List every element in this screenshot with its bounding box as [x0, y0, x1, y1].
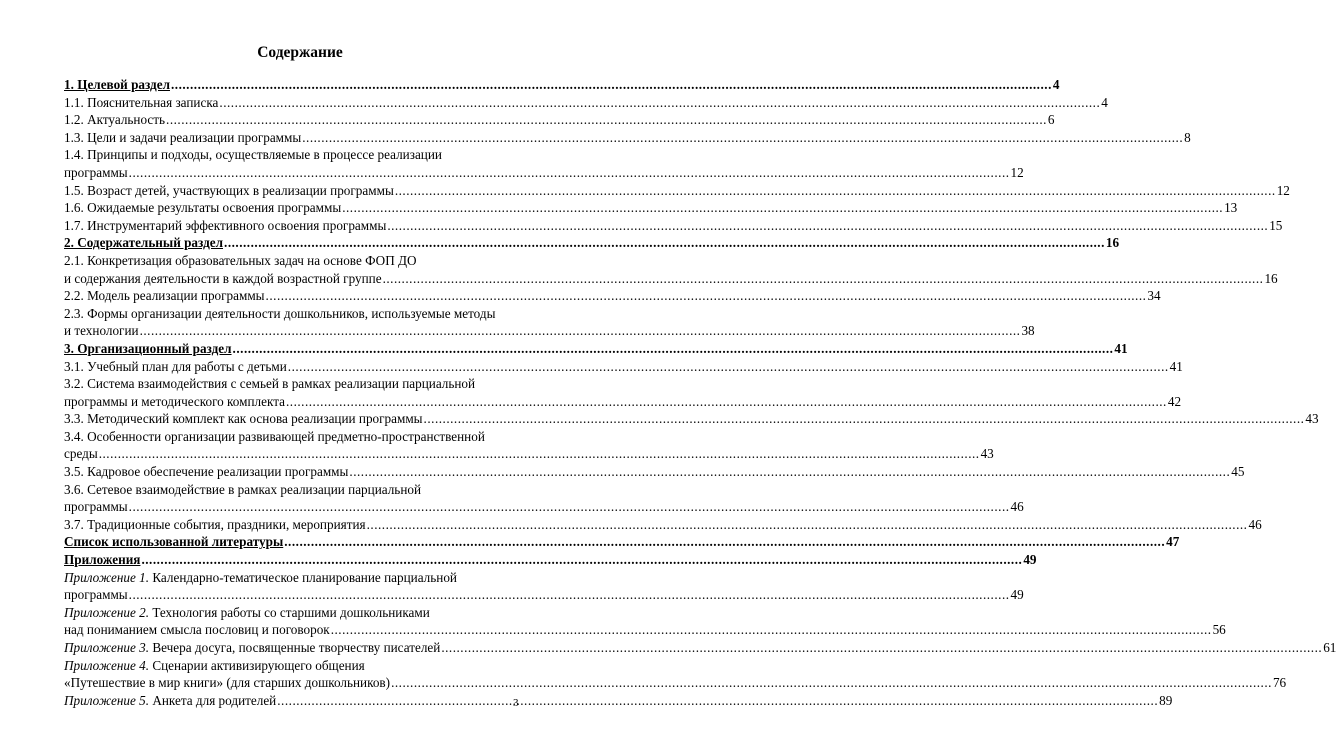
toc-entry — [64, 445, 994, 463]
toc-entry-text: 1.7. Инструментарий эффективного освоения программы — [64, 217, 387, 233]
leader-dots — [233, 340, 1114, 358]
toc-entry-text: программы — [64, 587, 128, 603]
leader-dots — [129, 164, 1010, 182]
toc-entry-page: 76 — [1272, 675, 1287, 691]
leader-dots — [424, 410, 1305, 428]
toc-entry-text: 2. Содержательный раздел — [64, 235, 224, 251]
toc-entry-text — [64, 639, 440, 657]
leader-dots — [284, 533, 1165, 551]
toc-entry — [64, 463, 1245, 481]
leader-dots — [219, 94, 1100, 112]
toc-entry-page: 89 — [1159, 692, 1173, 708]
toc-entry-page: 46 — [1010, 499, 1024, 515]
toc-entry — [64, 217, 1283, 235]
toc-entry-page: 16 — [1264, 270, 1278, 286]
toc-entry-text: Приложения — [64, 552, 141, 568]
toc-entry-page: 8 — [1184, 129, 1191, 145]
toc-entry — [64, 129, 1191, 147]
toc-entry — [64, 340, 1128, 358]
leader-dots — [129, 586, 1010, 604]
toc-entry — [64, 270, 1278, 288]
leader-dots — [387, 217, 1268, 235]
toc-entry — [64, 674, 1287, 692]
toc-entry-text: над пониманием смысла пословиц и поговорок — [64, 622, 330, 638]
toc-entry-text: и технологии — [64, 323, 139, 339]
toc-entry-lead-text: Календарно-тематическое планирование парциальной — [149, 569, 457, 585]
appendix-title: Анкета для родителей — [149, 692, 277, 708]
toc-entry-lead — [64, 569, 527, 587]
toc-entry — [64, 586, 1024, 604]
toc-entry-page: 49 — [1023, 552, 1037, 568]
toc-entry-page: 43 — [1305, 411, 1319, 427]
toc-entry-text: 3.1. Учебный план для работы с детьми — [64, 358, 287, 374]
toc-entry-page: 4 — [1101, 94, 1108, 110]
leader-dots — [302, 129, 1183, 147]
toc-entry-text: 3.3. Методический комплект как основа реализации программы — [64, 411, 423, 427]
toc-entry-text: программы и методического комплекта — [64, 393, 285, 409]
toc-entry — [64, 498, 1024, 516]
toc-entry-page: 4 — [1052, 77, 1060, 92]
toc-entry-text: 3.5. Кадровое обеспечение реализации программы — [64, 464, 349, 480]
toc-entry-lead — [64, 657, 527, 675]
toc-entry-lead: 1.4. Принципы и подходы, осуществляемые в процессе реализации — [64, 147, 442, 163]
toc-entry-text: Список использованной литературы — [64, 534, 284, 550]
toc-entry — [64, 621, 1226, 639]
toc-entry-text: программы — [64, 164, 128, 180]
toc-entry-page: 34 — [1147, 288, 1161, 304]
toc-entry-page: 13 — [1224, 200, 1238, 216]
appendix-label: Приложение 1. — [64, 569, 150, 585]
toc-entry-text: 2.2. Модель реализации программы — [64, 288, 265, 304]
toc-entry-text: 3.7. Традиционные события, праздники, мероприятия — [64, 516, 366, 532]
toc-entry — [64, 692, 1173, 710]
appendix-label: Приложение 4. — [64, 657, 150, 673]
leader-dots — [166, 111, 1047, 129]
toc-entry-page: 61 — [1323, 640, 1336, 655]
leader-dots — [140, 322, 1021, 340]
toc-entry-page: 45 — [1231, 464, 1245, 480]
toc-entry-text: программы — [64, 499, 128, 515]
toc-entry — [64, 199, 1238, 217]
toc-entry-page: 41 — [1169, 358, 1183, 374]
leader-dots — [288, 358, 1169, 376]
toc-entry-lead: 3.2. Система взаимодействия с семьей в рамках реализации парциальной — [64, 376, 476, 392]
toc-entry-lead: 3.6. Сетевое взаимодействие в рамках реализации парциальной — [64, 481, 422, 497]
toc-entry-text: 1. Целевой раздел — [64, 77, 170, 92]
table-of-contents — [64, 76, 1336, 709]
toc-entry-page: 38 — [1021, 323, 1035, 339]
toc-entry-text — [64, 692, 276, 710]
toc-entry-page: 46 — [1248, 516, 1262, 532]
leader-dots — [141, 551, 1022, 569]
toc-entry-page: 12 — [1010, 164, 1024, 180]
toc-entry-page: 43 — [980, 446, 994, 462]
toc-entry — [64, 516, 1262, 534]
toc-entry-lead: 3.4. Особенности организации развивающей предметно-пространственной — [64, 428, 485, 444]
toc-entry — [64, 164, 1024, 182]
toc-entry-text: 1.3. Цели и задачи реализации программы — [64, 129, 302, 145]
toc-entry-page: 12 — [1276, 182, 1290, 198]
toc-entry-text: 1.6. Ожидаемые результаты освоения программы — [64, 200, 342, 216]
leader-dots — [391, 674, 1272, 692]
leader-dots — [342, 199, 1223, 217]
leader-dots — [266, 287, 1147, 305]
toc-entry-text: 1.1. Пояснительная записка — [64, 94, 219, 110]
leader-dots — [99, 445, 980, 463]
leader-dots — [441, 639, 1322, 657]
toc-entry-lead-text: Технология работы со старшими дошкольниками — [149, 604, 430, 620]
toc-entry — [64, 639, 1336, 657]
toc-entry — [64, 76, 1060, 94]
toc-entry-page: 47 — [1166, 534, 1180, 550]
toc-entry-text: и содержания деятельности в каждой возрастной группе — [64, 270, 382, 286]
leader-dots — [395, 182, 1276, 200]
leader-dots — [129, 498, 1010, 516]
toc-entry — [64, 410, 1319, 428]
leader-dots — [349, 463, 1230, 481]
appendix-label: Приложение 2. — [64, 604, 150, 620]
leader-dots — [171, 76, 1052, 94]
toc-entry-text: «Путешествие в мир книги» (для старших дошкольников) — [64, 675, 391, 691]
toc-entry-page: 49 — [1010, 587, 1024, 603]
toc-entry-lead: 2.3. Формы организации деятельности дошкольников, используемые методы — [64, 305, 496, 321]
toc-entry-lead: 2.1. Конкретизация образовательных задач на основе ФОП ДО — [64, 252, 417, 268]
toc-entry-page: 56 — [1212, 622, 1226, 638]
toc-entry — [64, 94, 1108, 112]
appendix-label: Приложение 5. — [64, 692, 150, 708]
toc-entry-text: 1.5. Возраст детей, участвующих в реализации программы — [64, 182, 394, 198]
toc-entry — [64, 358, 1183, 376]
toc-entry — [64, 551, 1037, 569]
leader-dots — [277, 692, 1158, 710]
appendix-title: Вечера досуга, посвященные творчеству писателей — [149, 640, 441, 655]
leader-dots — [224, 234, 1105, 252]
toc-entry-page: 6 — [1047, 112, 1055, 128]
leader-dots — [331, 621, 1212, 639]
page-title: Содержание — [257, 44, 343, 61]
toc-entry-page: 42 — [1167, 393, 1182, 409]
toc-entry-page: 15 — [1269, 217, 1283, 233]
toc-entry-text: 1.2. Актуальность — [64, 112, 166, 128]
toc-entry — [64, 234, 1120, 252]
toc-entry — [64, 111, 1055, 129]
leader-dots — [367, 516, 1248, 534]
page-number: 3 — [513, 697, 519, 709]
toc-entry — [64, 322, 1035, 340]
toc-entry-lead — [64, 604, 527, 622]
toc-entry — [64, 533, 1180, 551]
toc-entry-lead-text: Сценарии активизирующего общения — [149, 657, 365, 673]
toc-entry-page: 16 — [1105, 235, 1120, 251]
toc-entry-text: 3. Организационный раздел — [64, 340, 232, 356]
toc-entry — [64, 287, 1161, 305]
toc-entry-page: 41 — [1114, 340, 1128, 356]
toc-entry-text: среды — [64, 446, 98, 462]
leader-dots — [383, 270, 1264, 288]
toc-entry — [64, 182, 1290, 200]
leader-dots — [286, 393, 1167, 411]
appendix-label: Приложение 3. — [64, 640, 150, 655]
toc-entry — [64, 393, 1182, 411]
